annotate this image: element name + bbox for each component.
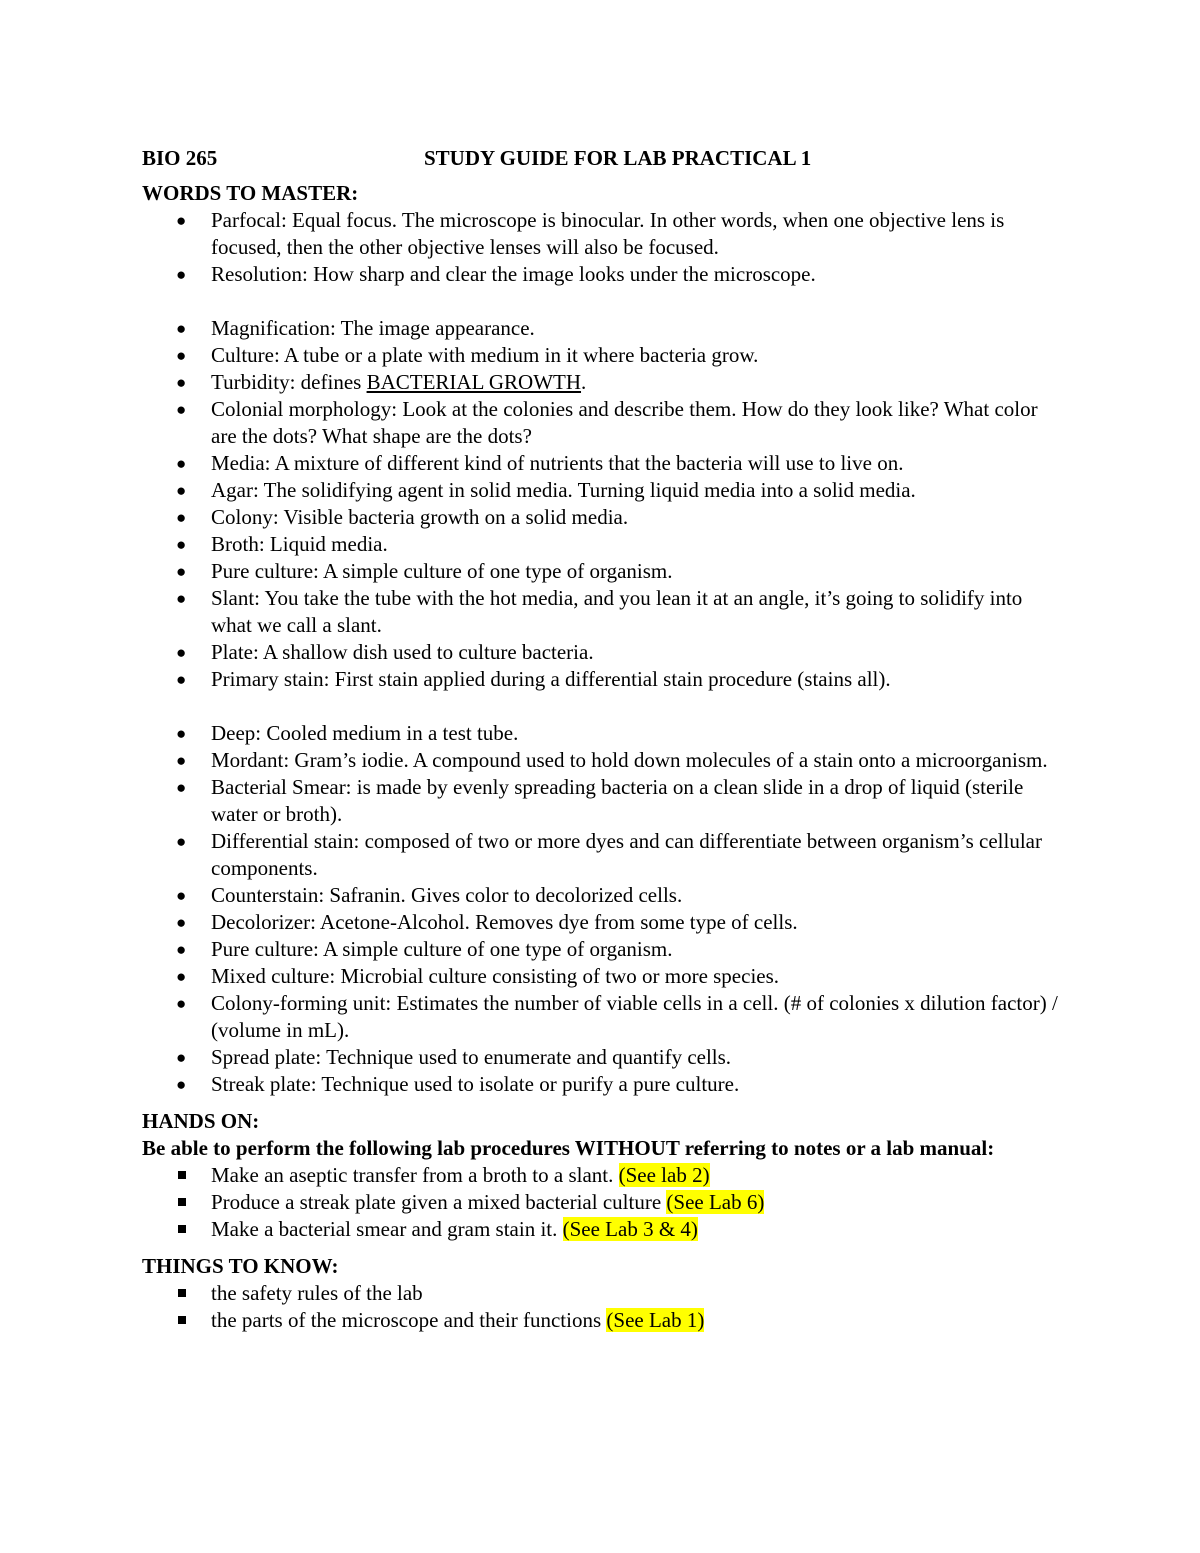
- course-code: BIO 265: [142, 146, 218, 170]
- list-item: Produce a streak plate given a mixed bacterial culture (See Lab 6): [142, 1189, 1062, 1216]
- bullet-icon: ●: [176, 967, 187, 986]
- bullet-icon: ●: [176, 265, 187, 284]
- list-item: ● Colonial morphology: Look at the colonies and describe them. How do they look like? What color are the dots? What shape are the dots?: [176, 397, 1038, 448]
- bullet-icon: ●: [176, 346, 187, 365]
- list-item: the parts of the microscope and their functions (See Lab 1): [142, 1307, 1062, 1334]
- bullet-icon: ●: [176, 508, 187, 527]
- bullet-icon: ●: [176, 562, 187, 581]
- list-item: ● Colony: Visible bacteria growth on a solid media.: [176, 505, 629, 529]
- document-body: [142, 180, 1062, 1334]
- hands-on-instruction: Be able to perform the following lab procedures WITHOUT referring to notes or a lab manual:: [142, 1136, 995, 1160]
- square-bullet-icon: [178, 1225, 186, 1233]
- list-item: ● Spread plate: Technique used to enumerate and quantify cells.: [176, 1045, 732, 1069]
- lab-reference: (See lab 2): [618, 1163, 710, 1187]
- list-item: the safety rules of the lab: [142, 1280, 1062, 1307]
- list-item: ● Pure culture: A simple culture of one type of organism.: [176, 937, 673, 961]
- bullet-icon: ●: [176, 400, 187, 419]
- list-item: ● Counterstain: Safranin. Gives color to decolorized cells.: [176, 883, 683, 907]
- hands-on-heading: HANDS ON:: [142, 1109, 260, 1133]
- list-item: ● Pure culture: A simple culture of one type of organism.: [176, 559, 673, 583]
- lab-reference: (See Lab 6): [666, 1190, 765, 1214]
- bullet-icon: ●: [176, 589, 187, 608]
- bullet-icon: ●: [176, 454, 187, 473]
- bullet-icon: ●: [176, 886, 187, 905]
- list-item: ● Magnification: The image appearance.: [176, 316, 535, 340]
- lab-reference: (See Lab 3 & 4): [562, 1217, 698, 1241]
- bullet-icon: ●: [176, 211, 187, 230]
- list-item: ● Slant: You take the tube with the hot media, and you lean it at an angle, it’s going to solidify into what we call a slant.: [176, 586, 1023, 637]
- bullet-icon: ●: [176, 994, 187, 1013]
- list-item: ● Media: A mixture of different kind of nutrients that the bacteria will use to live on.: [176, 451, 904, 475]
- bullet-icon: ●: [176, 778, 187, 797]
- square-bullet-icon: [178, 1198, 186, 1206]
- list-item: ● Mixed culture: Microbial culture consisting of two or more species.: [176, 964, 780, 988]
- words-to-master-list: [142, 207, 1062, 1098]
- square-bullet-icon: [178, 1289, 186, 1297]
- bullet-icon: ●: [176, 319, 187, 338]
- list-item: Make an aseptic transfer from a broth to a slant. (See lab 2): [142, 1162, 1062, 1189]
- bullet-icon: ●: [176, 751, 187, 770]
- list-item: ● Culture: A tube or a plate with medium in it where bacteria grow.: [176, 343, 759, 367]
- list-item: ● Bacterial Smear: is made by evenly spreading bacteria on a clean slide in a drop of liquid (sterile water or broth).: [176, 775, 1024, 826]
- list-item: ● Deep: Cooled medium in a test tube.: [176, 721, 519, 745]
- bullet-icon: ●: [176, 724, 187, 743]
- lab-reference: (See Lab 1): [606, 1308, 705, 1332]
- list-item: ● Plate: A shallow dish used to culture bacteria.: [176, 640, 594, 664]
- bullet-icon: ●: [176, 373, 187, 392]
- bullet-icon: ●: [176, 1048, 187, 1067]
- list-item: ● Streak plate: Technique used to isolate or purify a pure culture.: [176, 1072, 740, 1096]
- list-item: Make a bacterial smear and gram stain it. (See Lab 3 & 4): [142, 1216, 1062, 1243]
- list-item: ● Parfocal: Equal focus. The microscope is binocular. In other words, when one objective lens is focused, then the other objective lenses will also be focused.: [176, 208, 1005, 259]
- bullet-icon: ●: [176, 1075, 187, 1094]
- list-item: ● Resolution: How sharp and clear the image looks under the microscope.: [176, 262, 816, 286]
- things-to-know-heading: THINGS TO KNOW:: [142, 1254, 339, 1278]
- document-title: STUDY GUIDE FOR LAB PRACTICAL 1: [424, 146, 812, 170]
- list-item: ● Mordant: Gram’s iodie. A compound used to hold down molecules of a stain onto a microorganism.: [176, 748, 1048, 772]
- words-to-master-heading: WORDS TO MASTER:: [142, 181, 359, 205]
- list-item: ● Turbidity: defines BACTERIAL GROWTH.: [176, 370, 587, 394]
- bullet-icon: ●: [176, 481, 187, 500]
- bullet-icon: ●: [176, 535, 187, 554]
- list-item: ● Differential stain: composed of two or more dyes and can differentiate between organism’s cellular components.: [176, 829, 1042, 880]
- document-header: [142, 143, 1062, 173]
- bullet-icon: ●: [176, 643, 187, 662]
- list-item: ● Broth: Liquid media.: [176, 532, 388, 556]
- things-to-know-list: [142, 1280, 1062, 1334]
- list-item: ● Primary stain: First stain applied during a differential stain procedure (stains all).: [176, 667, 891, 691]
- square-bullet-icon: [178, 1316, 186, 1324]
- list-item: ● Agar: The solidifying agent in solid media. Turning liquid media into a solid media.: [176, 478, 916, 502]
- hands-on-list: [142, 1162, 1062, 1243]
- underlined-term: BACTERIAL GROWTH: [366, 370, 582, 394]
- list-item: ● Decolorizer: Acetone-Alcohol. Removes dye from some type of cells.: [176, 910, 798, 934]
- bullet-icon: ●: [176, 913, 187, 932]
- list-item: ● Colony-forming unit: Estimates the number of viable cells in a cell. (# of colonies x dilution factor) / (volume in mL).: [176, 991, 1058, 1042]
- bullet-icon: ●: [176, 832, 187, 851]
- square-bullet-icon: [178, 1171, 186, 1179]
- bullet-icon: ●: [176, 670, 187, 689]
- bullet-icon: ●: [176, 940, 187, 959]
